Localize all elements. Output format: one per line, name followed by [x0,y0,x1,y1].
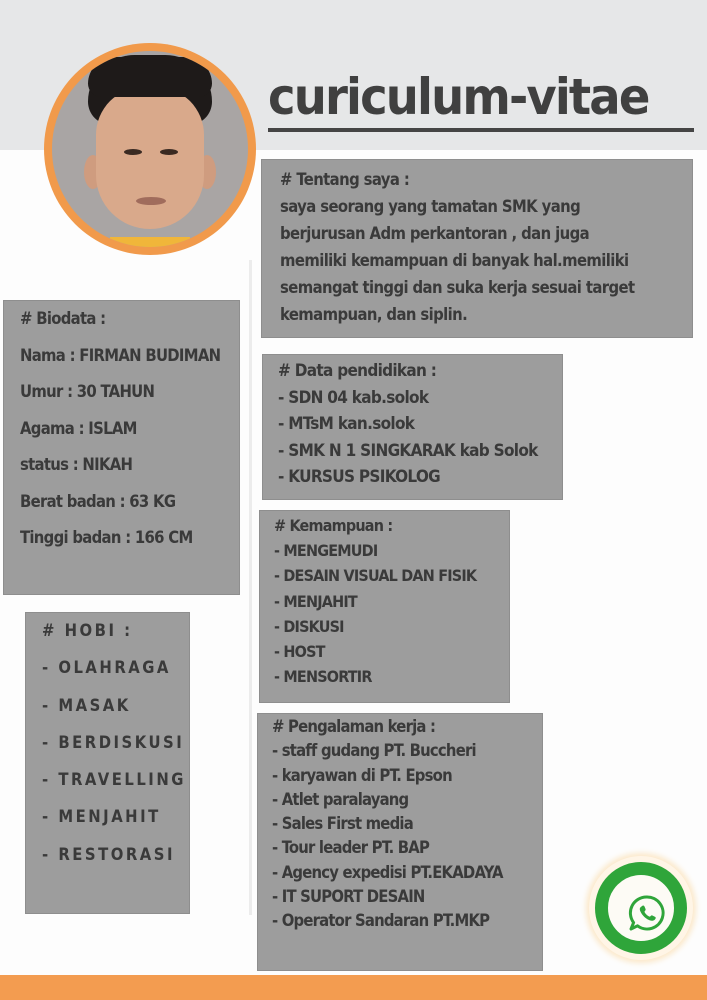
photo-shirt [110,237,190,247]
about-heading: # Tentang saya : [280,170,410,189]
photo-face [96,87,204,229]
work-heading: # Pengalaman kerja : [272,717,436,736]
page-title: curiculum-vitae [268,68,649,126]
footer-band [0,975,707,1000]
work-experience-section [257,713,543,971]
work-item: - Agency expedisi PT.EKADAYA [272,862,503,882]
skills-heading: # Kemampuan : [274,516,393,535]
education-section [262,354,563,500]
about-text-line: memiliki kemampuan di banyak hal.memiliki [280,251,629,270]
hobbies-section [25,612,190,914]
title-underline [268,128,694,132]
photo-eye-left [124,149,142,155]
work-item: - staff gudang PT. Buccheri [272,741,476,761]
hobby-item: - OLAHRAGA [42,658,171,678]
hobby-item: - MASAK [42,695,131,715]
work-item: - IT SUPORT DESAIN [272,887,425,907]
skill-item: - DESAIN VISUAL DAN FISIK [274,566,477,586]
about-section [261,159,693,338]
hobbies-heading: # HOBI : [42,621,133,640]
work-item: - Sales First media [272,814,413,834]
biodata-age: Umur : 30 TAHUN [20,382,155,401]
biodata-height: Tinggi badan : 166 CM [20,528,193,547]
profile-photo-frame [44,43,256,255]
work-item: - karyawan di PT. Epson [272,765,452,785]
biodata-weight: Berat badan : 63 KG [20,491,176,511]
whatsapp-ring [595,862,687,954]
education-heading: # Data pendidikan : [278,361,437,381]
hobby-item: - BERDISKUSI [42,732,185,752]
skill-item: - MENJAHIT [274,591,357,611]
hobby-item: - MENJAHIT [42,807,161,827]
photo-mouth [136,197,166,205]
profile-photo [52,51,248,247]
biodata-heading: # Biodata : [20,309,106,328]
about-text-line: berjurusan Adm perkantoran , dan juga [280,224,590,243]
biodata-name: Nama : FIRMAN BUDIMAN [20,345,221,365]
education-item: - SDN 04 kab.solok [278,387,429,408]
biodata-status: status : NIKAH [20,455,133,474]
skill-item: - HOST [274,642,325,662]
photo-hair-top [88,57,212,97]
about-text-line: saya seorang yang tamatan SMK yang [280,197,581,216]
skill-item: - DISKUSI [274,616,344,636]
biodata-section [3,300,240,595]
skill-item: - MENSORTIR [274,667,372,687]
work-item: - Operator Sandaran PT.MKP [272,911,490,931]
hobby-item: - TRAVELLING [42,770,186,790]
whatsapp-icon [626,892,668,934]
work-item: - Atlet paralayang [272,789,409,809]
skill-item: - MENGEMUDI [274,541,378,561]
about-text-line: semangat tinggi dan suka kerja sesuai target [280,278,635,297]
education-item: - KURSUS PSIKOLOG [278,467,440,487]
hobby-item: - RESTORASI [42,844,175,864]
about-text-line: kemampuan, dan siplin. [280,305,468,324]
work-item: - Tour leader PT. BAP [272,838,430,858]
education-item: - SMK N 1 SINGKARAK kab Solok [278,440,538,461]
skills-section [259,510,510,703]
photo-eye-right [160,149,178,155]
education-item: - MTsM kan.solok [278,414,415,434]
column-divider [249,260,252,915]
biodata-religion: Agama : ISLAM [20,418,137,438]
whatsapp-badge[interactable] [589,856,693,960]
